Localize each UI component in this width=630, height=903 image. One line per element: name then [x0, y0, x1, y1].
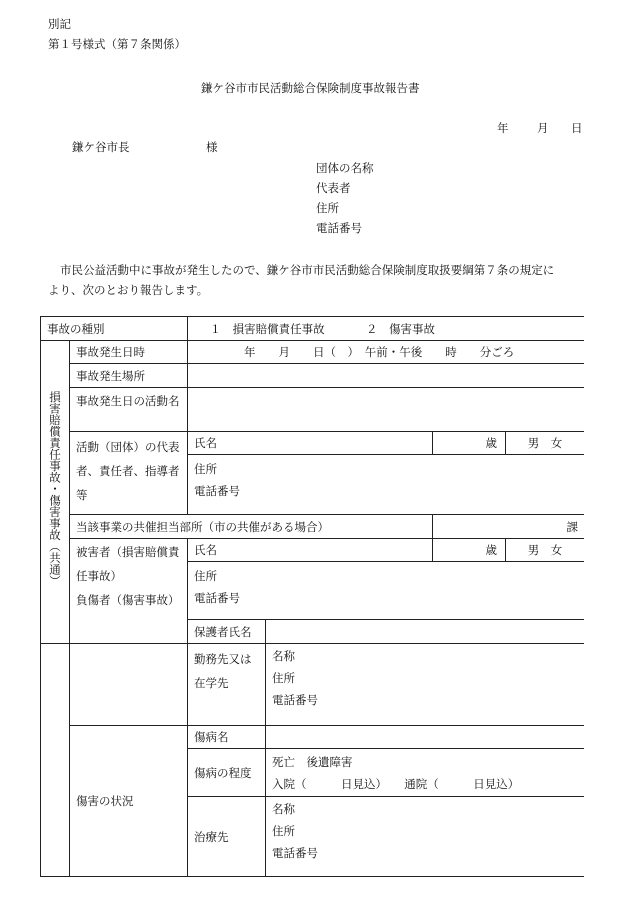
leader-contact-field[interactable]: [188, 455, 585, 515]
occurrence-datetime-field[interactable]: 年 月 日（ ） 午前・午後 時 分ごろ: [188, 341, 585, 364]
accident-type-options: [188, 317, 585, 341]
injury-name-field[interactable]: [266, 726, 585, 749]
leader-row: [41, 432, 585, 455]
cohost-row: [41, 515, 585, 539]
injury-status-label: 傷害の状況: [70, 726, 188, 877]
activity-name-row: [41, 388, 585, 432]
sender-phone: 電話番号: [316, 221, 362, 235]
leader-phone-label: 電話番号: [194, 484, 240, 498]
victim-age-suffix: 歳: [485, 543, 497, 557]
workplace-label: 勤務先又は在学先: [188, 644, 266, 726]
activity-name-field[interactable]: [188, 388, 585, 432]
leader-address-label: 住所: [194, 462, 217, 476]
victim-sex-field[interactable]: 男 女: [506, 539, 585, 562]
accident-type-option-1[interactable]: １ 損害賠償責任事故: [209, 321, 325, 336]
leader-label: 活動（団体）の代表者、責任者、指導者等: [70, 432, 188, 515]
workplace-row: [41, 644, 585, 726]
activity-name-label: 事故発生日の活動名: [70, 388, 188, 432]
treatment-field[interactable]: [266, 797, 585, 877]
workplace-field[interactable]: [266, 644, 585, 726]
victim-label: [70, 539, 188, 644]
workplace-phone-label: 電話番号: [272, 693, 318, 707]
addressee-name: 鎌ケ谷市長: [72, 140, 130, 154]
accident-type-row: [41, 317, 585, 341]
victim-row: [41, 539, 585, 562]
leader-name-field[interactable]: [188, 432, 433, 455]
sender-org-name: 団体の名称: [316, 161, 374, 175]
victim-label-1: 被害者（損害賠償責任事故）: [76, 545, 180, 583]
side-label-cell: [41, 341, 70, 644]
date-year: 年: [497, 121, 509, 135]
workplace-address-label: 住所: [272, 671, 295, 685]
victim-label-continue: [70, 644, 188, 726]
sender-representative: 代表者: [316, 181, 351, 195]
form-number: 第１号様式（第７条関係）: [48, 37, 186, 51]
victim-name-field[interactable]: [188, 539, 433, 562]
injury-name-row: [41, 726, 585, 749]
occurrence-place-field[interactable]: [188, 364, 585, 388]
side-label: 損害賠償責任事故・傷害事故（共通）: [48, 391, 62, 587]
date-month: 月: [537, 121, 549, 135]
cohost-dept-suffix: 課: [566, 519, 579, 534]
intro-line-2: より、次のとおり報告します。: [48, 283, 209, 297]
cohost-dept-label: 当該事業の共催担当部所（市の共催がある場合）: [70, 515, 433, 539]
guardian-label: 保護者氏名: [188, 620, 266, 644]
accident-type-label: 事故の種別: [41, 317, 188, 341]
injury-degree-line-1: 死亡 後遺障害: [272, 754, 353, 769]
injury-degree-line-2: 入院（ 日見込） 通院（ 日見込）: [272, 776, 520, 791]
accident-type-option-2[interactable]: ２ 傷害事故: [365, 321, 435, 336]
leader-name-label: 氏名: [194, 436, 217, 450]
injury-degree-label: 傷病の程度: [188, 749, 266, 797]
treatment-address-label: 住所: [272, 824, 295, 838]
sender-address: 住所: [316, 201, 339, 215]
date-day: 日: [571, 121, 583, 135]
workplace-org-name-label: 名称: [272, 649, 295, 663]
intro-line-1: 市民公益活動中に事故が発生したので、鎌ケ谷市市民活動総合保険制度取扱要綱第７条の規定に: [60, 263, 555, 277]
document-title: 鎌ケ谷市市民活動総合保険制度事故報告書: [201, 81, 420, 95]
addressee-honorific: 様: [206, 140, 218, 154]
occurrence-place-label: 事故発生場所: [70, 364, 188, 388]
victim-label-2: 負傷者（傷害事故）: [76, 593, 180, 607]
treatment-phone-label: 電話番号: [272, 846, 318, 860]
side-label-continue: [41, 644, 70, 726]
treatment-org-name-label: 名称: [272, 802, 295, 816]
treatment-label: 治療先: [188, 797, 266, 877]
occurrence-datetime-row: [41, 341, 585, 364]
victim-contact-field[interactable]: [188, 562, 585, 620]
injury-degree-field[interactable]: [266, 749, 585, 797]
cohost-dept-field[interactable]: [433, 515, 585, 539]
leader-age-field[interactable]: [433, 432, 506, 455]
leader-sex-field[interactable]: 男 女: [506, 432, 585, 455]
leader-age-suffix: 歳: [485, 436, 497, 450]
report-form: [40, 316, 584, 903]
side-label-tail: [41, 726, 70, 877]
occurrence-place-row: [41, 364, 585, 388]
occurrence-datetime-label: 事故発生日時: [70, 341, 188, 364]
annex-label: 別記: [48, 17, 71, 31]
guardian-name-field[interactable]: [266, 620, 585, 644]
victim-name-label: 氏名: [194, 543, 217, 557]
victim-address-label: 住所: [194, 569, 217, 583]
victim-age-field[interactable]: [433, 539, 506, 562]
injury-name-label: 傷病名: [188, 726, 266, 749]
victim-phone-label: 電話番号: [194, 591, 240, 605]
